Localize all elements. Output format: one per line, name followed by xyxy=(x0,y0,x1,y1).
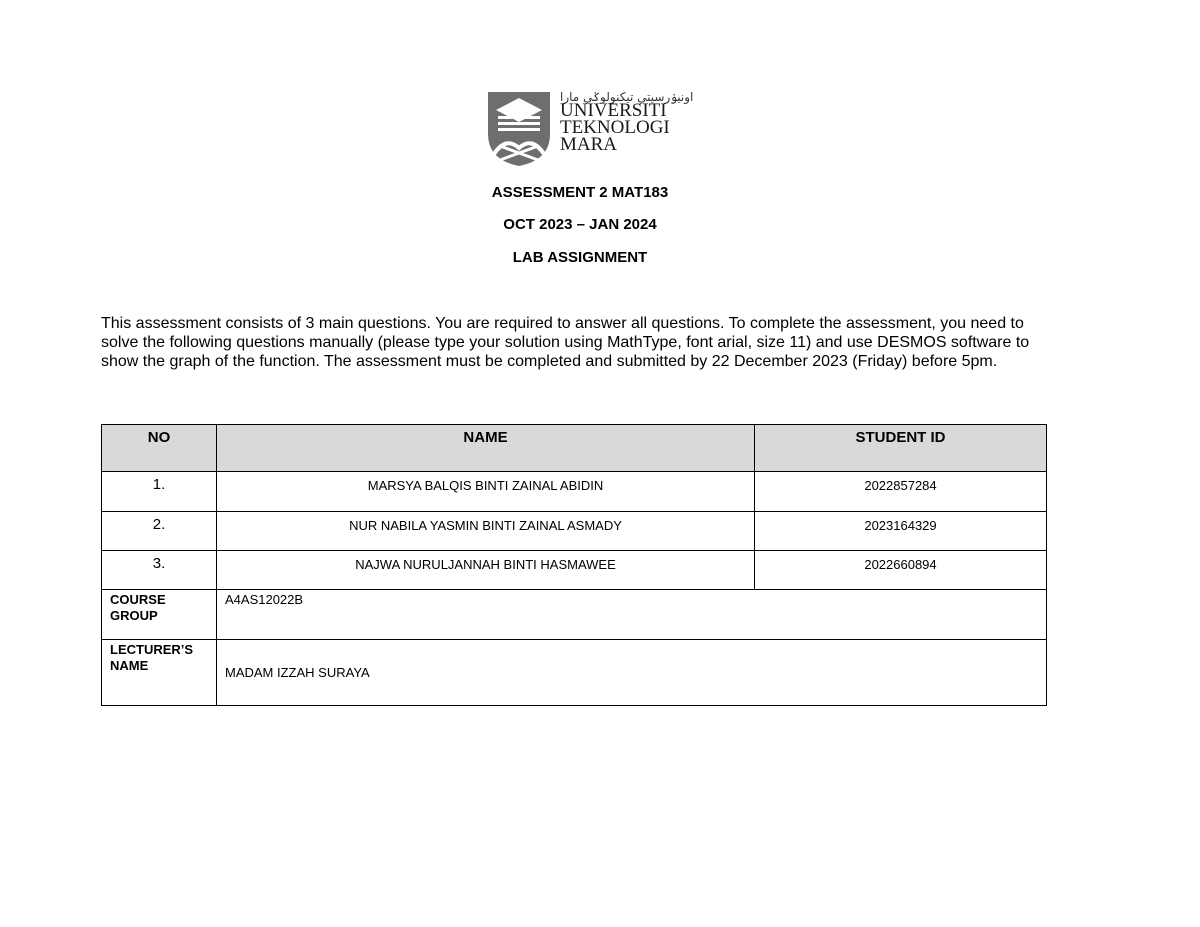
course-group-row xyxy=(102,590,1047,640)
row-no: 2. xyxy=(102,512,217,551)
table-header-row xyxy=(102,425,1047,472)
uitm-crest-icon xyxy=(486,90,552,168)
header-student-id: STUDENT ID xyxy=(755,425,1047,472)
lecturer-value: MADAM IZZAH SURAYA xyxy=(217,640,1047,706)
table-row xyxy=(102,551,1047,590)
table-row xyxy=(102,472,1047,512)
lecturer-row xyxy=(102,640,1047,706)
university-logo xyxy=(486,90,694,168)
session-title: OCT 2023 – JAN 2024 xyxy=(503,216,657,233)
lecturer-label: LECTURER’S NAME xyxy=(102,640,217,706)
assignment-type: LAB ASSIGNMENT xyxy=(512,249,648,266)
header-no: NO xyxy=(102,425,217,472)
table-row xyxy=(102,512,1047,551)
row-no: 1. xyxy=(102,472,217,512)
course-group-label: COURSE GROUP xyxy=(102,590,217,640)
row-student-id: 2023164329 xyxy=(755,512,1047,551)
row-name: MARSYA BALQIS BINTI ZAINAL ABIDIN xyxy=(217,472,755,512)
row-no: 3. xyxy=(102,551,217,590)
row-name: NUR NABILA YASMIN BINTI ZAINAL ASMADY xyxy=(217,512,755,551)
logo-jawi-text: اونيۏرسيتي تيكنولوݢي مارا xyxy=(560,90,694,104)
row-student-id: 2022660894 xyxy=(755,551,1047,590)
header-name: NAME xyxy=(217,425,755,472)
logo-wordmark: UNIVERSITI TEKNOLOGI MARA xyxy=(560,100,670,155)
assessment-title: ASSESSMENT 2 MAT183 xyxy=(491,184,669,201)
row-student-id: 2022857284 xyxy=(755,472,1047,512)
student-table xyxy=(101,424,1047,706)
row-name: NAJWA NURULJANNAH BINTI HASMAWEE xyxy=(217,551,755,590)
course-group-value: A4AS12022B xyxy=(217,590,1047,640)
intro-paragraph: This assessment consists of 3 main questions. You are required to answer all questions. To complete the assessment, you need to solve the following questions manually (please type your solution using MathType, font arial, size 11) and use DESMOS software to show the graph of the function. The assessment must be completed and submitted by 22 December 2023 (Friday) before 5pm. xyxy=(101,315,1030,370)
